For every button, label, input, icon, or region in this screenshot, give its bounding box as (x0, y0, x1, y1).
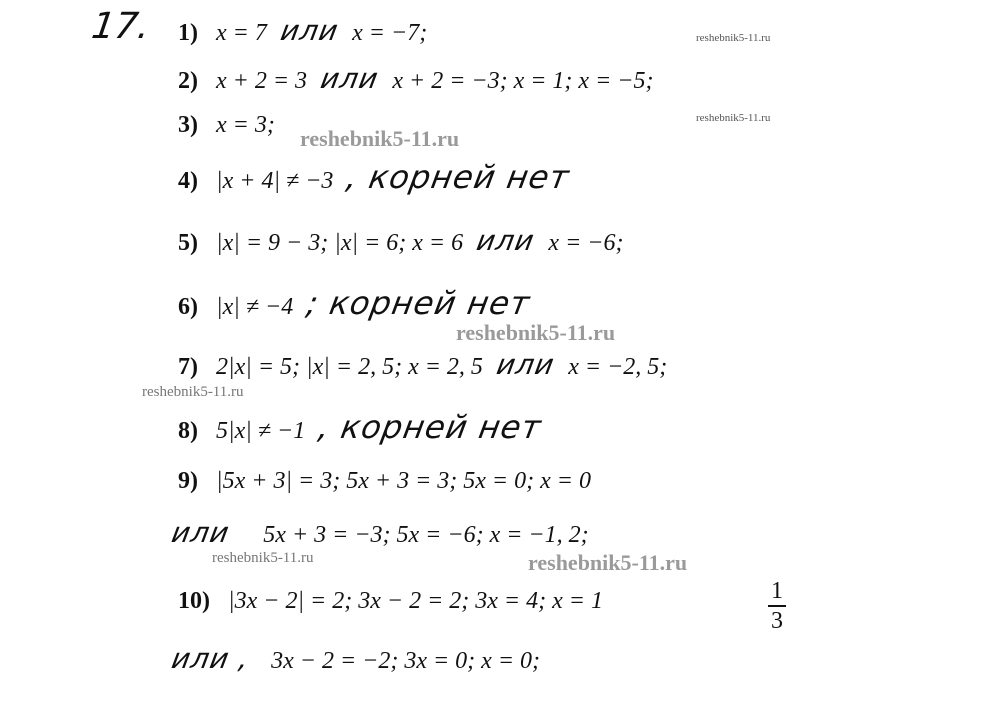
watermark: reshebnik5-11.ru (212, 550, 314, 566)
solution-line-10-continued (169, 642, 541, 676)
solution-line-6 (178, 284, 538, 322)
math-expression: 2|x| = 5; |x| = 2, 5; x = 2, 5 (216, 354, 483, 380)
math-expression: |x + 4| ≠ −3 (216, 168, 334, 194)
solution-line-2 (178, 64, 653, 96)
problem-number: 17. (89, 6, 153, 47)
handwritten-text: или (474, 224, 538, 257)
math-expression: x + 2 = −3; x = 1; x = −5; (392, 68, 654, 94)
watermark: reshebnik5-11.ru (528, 550, 688, 575)
solution-line-8 (178, 408, 550, 446)
solution-line-9 (178, 466, 591, 496)
item-number: 9) (178, 468, 198, 494)
math-expression: 3x − 2 = −2; 3x = 0; x = 0; (271, 648, 541, 674)
solution-line-10 (178, 586, 603, 616)
math-expression: 5x + 3 = −3; 5x = −6; x = −1, 2; (263, 522, 589, 548)
solution-line-9-continued (169, 516, 589, 550)
fraction-numerator: 1 (771, 578, 783, 604)
solution-line-5 (178, 226, 623, 258)
watermark: reshebnik5-11.ru (456, 320, 616, 345)
fraction-denominator: 3 (771, 608, 783, 634)
item-number: 4) (178, 168, 198, 194)
item-number: 1) (178, 20, 198, 46)
math-expression: x = 7 (216, 20, 267, 46)
solution-line-1 (178, 16, 427, 48)
math-expression: |3x − 2| = 2; 3x − 2 = 2; 3x = 4; x = 1 (228, 588, 603, 614)
item-number: 2) (178, 68, 198, 94)
handwritten-text: или (318, 62, 382, 95)
math-expression: x = 3; (216, 112, 275, 138)
solution-line-3 (178, 110, 275, 140)
item-number: 10) (178, 588, 210, 614)
item-number: 5) (178, 230, 198, 256)
item-number: 3) (178, 112, 198, 138)
watermark: reshebnik5-11.ru (696, 32, 771, 44)
math-expression: |x| ≠ −4 (216, 294, 294, 320)
math-expression: 5|x| ≠ −1 (216, 418, 306, 444)
math-expression: x = −2, 5; (568, 354, 668, 380)
handwritten-text: , корней нет (315, 408, 545, 446)
item-number: 6) (178, 294, 198, 320)
math-expression: |5x + 3| = 3; 5x + 3 = 3; 5x = 0; x = 0 (216, 468, 591, 494)
handwritten-text: ; корней нет (303, 284, 534, 322)
math-expression: x = −7; (352, 20, 428, 46)
solution-line-4 (178, 158, 578, 196)
handwritten-text: , корней нет (344, 158, 574, 196)
math-expression: |x| = 9 − 3; |x| = 6; x = 6 (216, 230, 464, 256)
fraction-bar (768, 605, 786, 607)
item-number: 7) (178, 354, 198, 380)
math-expression: x = −6; (548, 230, 624, 256)
handwritten-text: или , (169, 642, 253, 675)
handwritten-text: или (169, 516, 233, 549)
watermark: reshebnik5-11.ru (300, 126, 460, 151)
handwritten-text: или (494, 348, 558, 381)
watermark: reshebnik5-11.ru (142, 384, 244, 400)
fraction-one-third (768, 578, 786, 634)
item-number: 8) (178, 418, 198, 444)
handwritten-text: или (278, 14, 342, 47)
watermark: reshebnik5-11.ru (696, 112, 771, 124)
math-expression: x + 2 = 3 (216, 68, 308, 94)
solution-line-7 (178, 350, 667, 382)
